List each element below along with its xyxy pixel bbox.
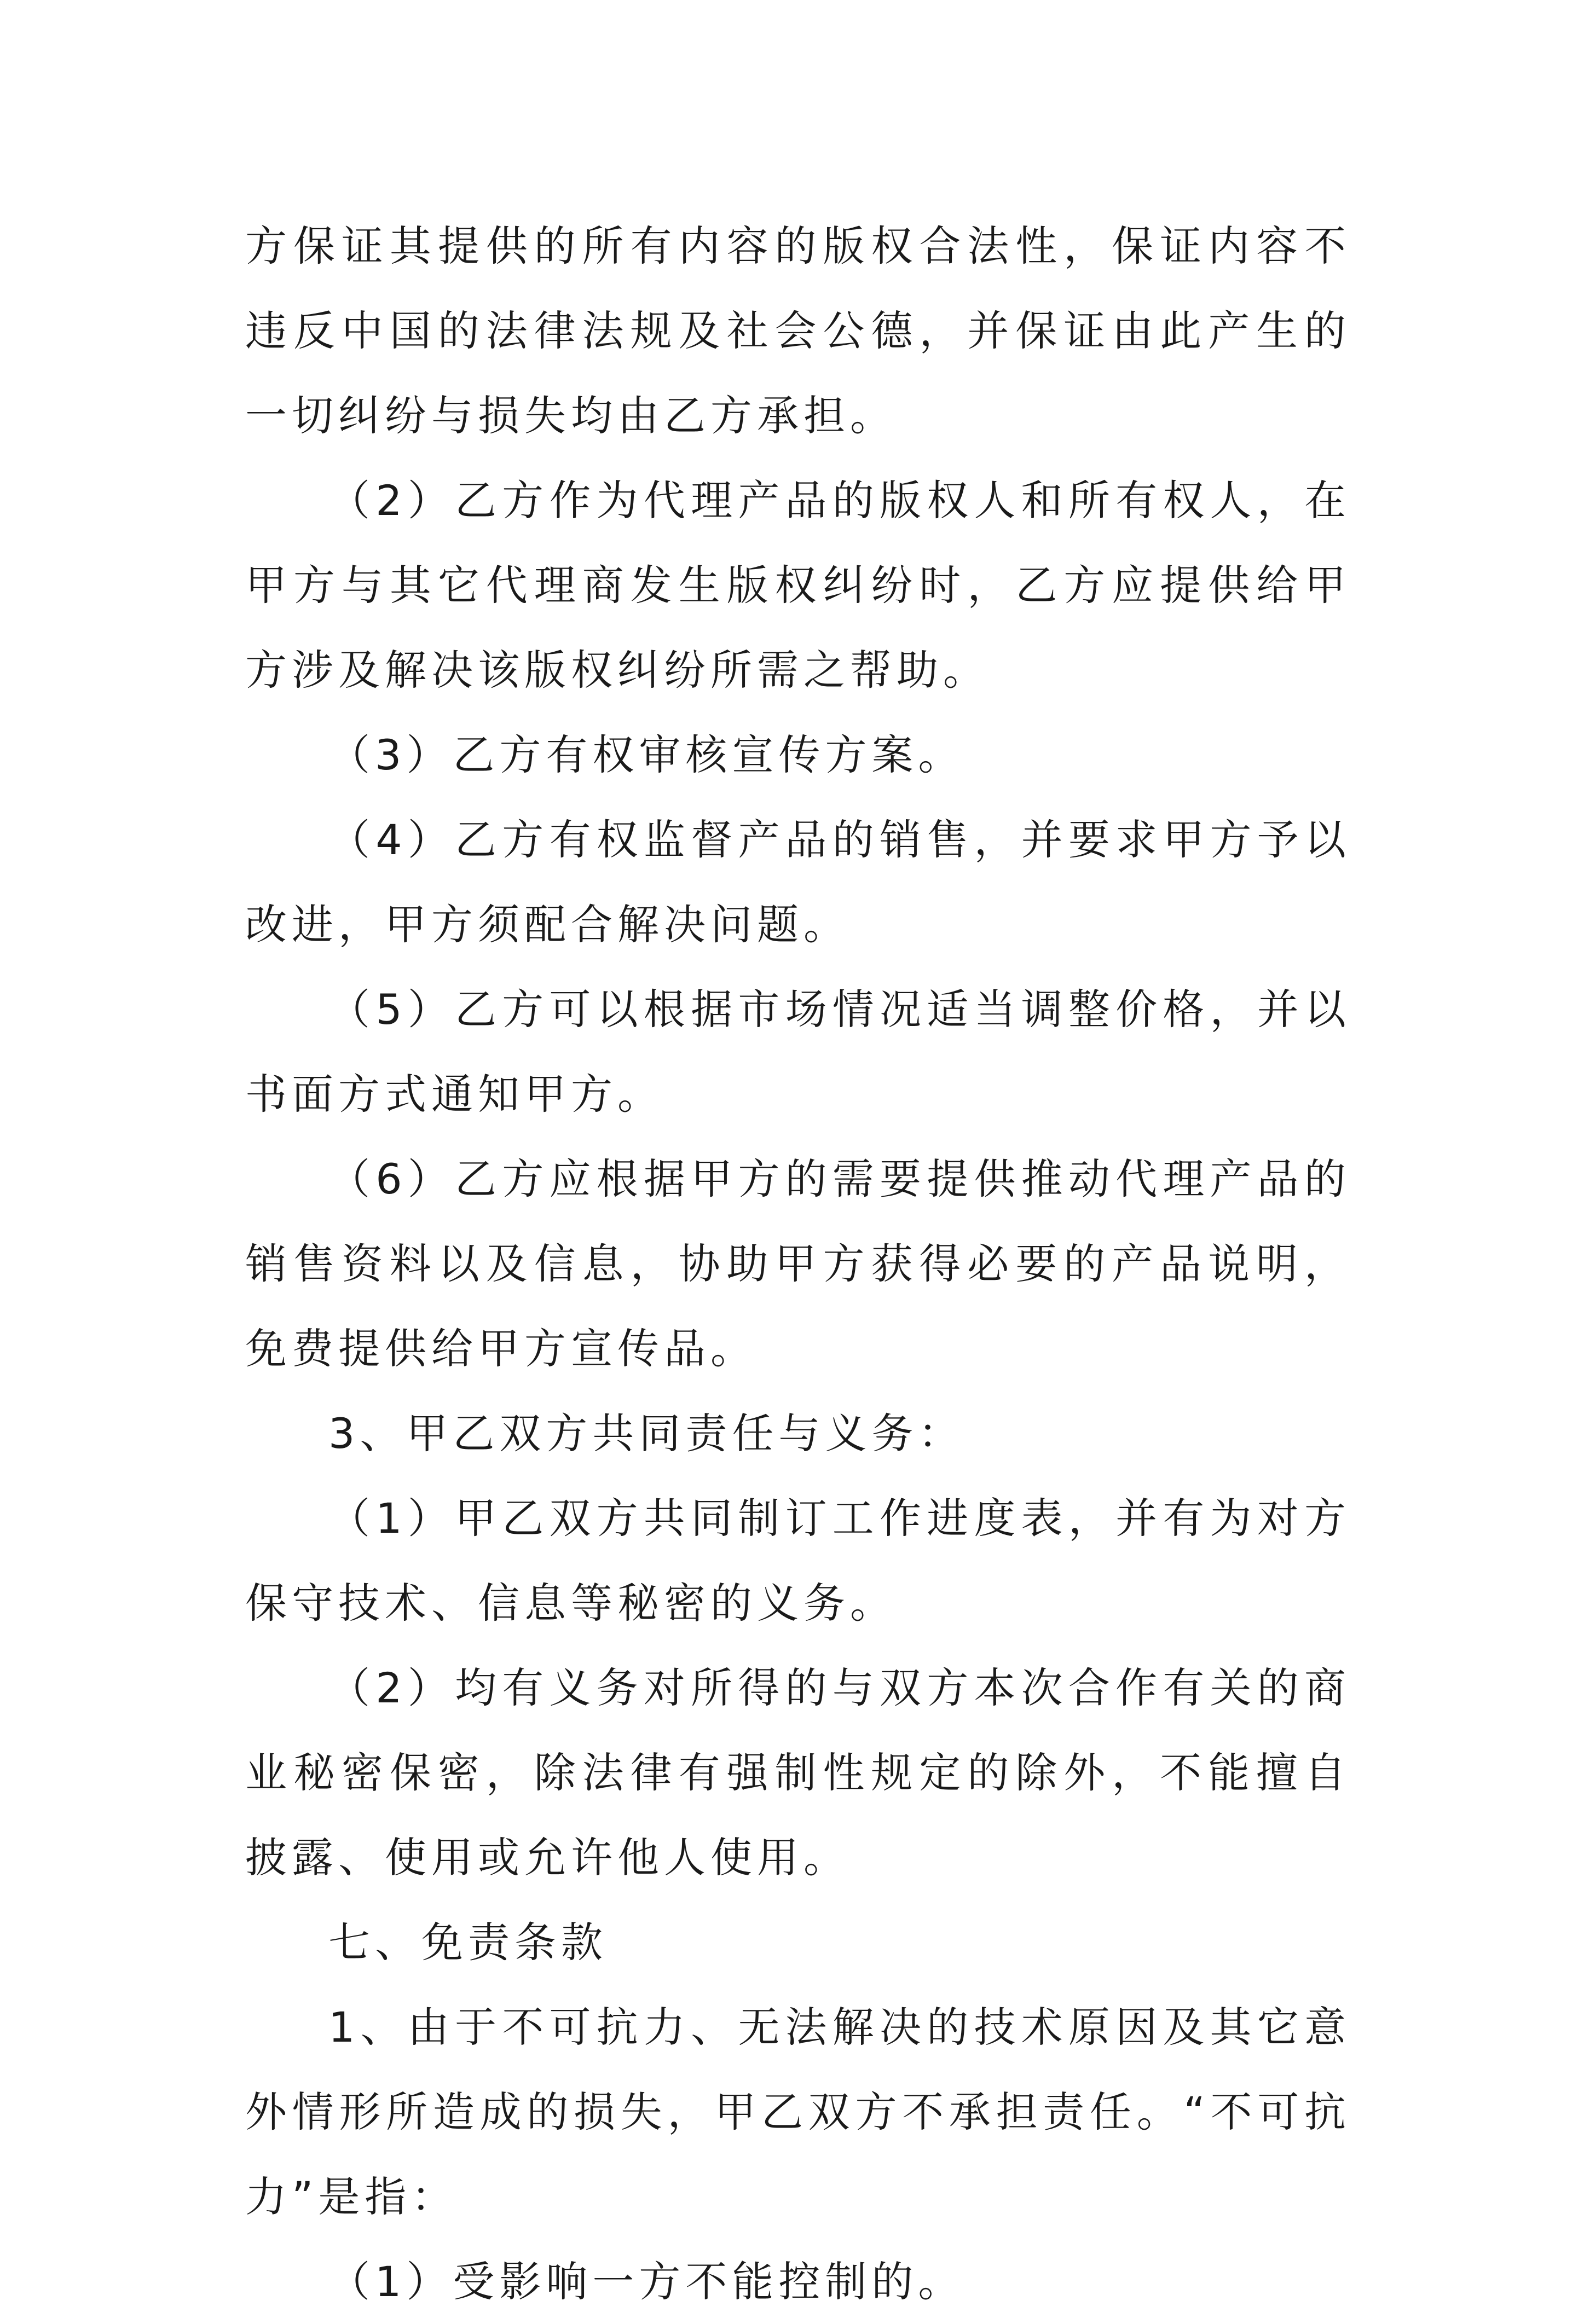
paragraph-clause-6: （6）乙方应根据甲方的需要提供推动代理产品的销售资料以及信息，协助甲方获得必要的产品说明，免费提供给甲方宣传品。 [245, 1155, 1351, 1373]
paragraph-clause-3: （3）乙方有权审核宣传方案。 [328, 731, 965, 779]
section-heading-disclaimer: 七、免责条款 [328, 1918, 608, 1967]
paragraph-disclaimer-1: 1、由于不可抗力、无法解决的技术原因及其它意外情形所造成的损失，甲乙双方不承担责任。“不可抗力”是指： [245, 2003, 1351, 2221]
paragraph-force-majeure-1: （1）受影响一方不能控制的。 [328, 2257, 965, 2306]
paragraph-clause-4: （4）乙方有权监督产品的销售，并要求甲方予以改进，甲方须配合解决问题。 [245, 815, 1351, 949]
paragraph-clause-2: （2）乙方作为代理产品的版权人和所有权人，在甲方与其它代理商发生版权纠纷时，乙方应提供给甲方涉及解决该版权纠纷所需之帮助。 [245, 476, 1351, 694]
paragraph-joint-1: （1）甲乙双方共同制订工作进度表，并有为对方保守技术、信息等秘密的义务。 [245, 1494, 1351, 1627]
paragraph-continuation: 方保证其提供的所有内容的版权合法性，保证内容不违反中国的法律法规及社会公德，并保证由此产生的一切纠纷与损失均由乙方承担。 [245, 222, 1351, 440]
paragraph-joint-2: （2）均有义务对所得的与双方本次合作有关的商业秘密保密，除法律有强制性规定的除外，不能擅自披露、使用或允许他人使用。 [245, 1664, 1351, 1882]
document-body [245, 204, 1351, 2324]
section-heading-joint-duties: 3、甲乙双方共同责任与义务： [328, 1409, 965, 1458]
paragraph-clause-5: （5）乙方可以根据市场情况适当调整价格，并以书面方式通知甲方。 [245, 985, 1351, 1118]
